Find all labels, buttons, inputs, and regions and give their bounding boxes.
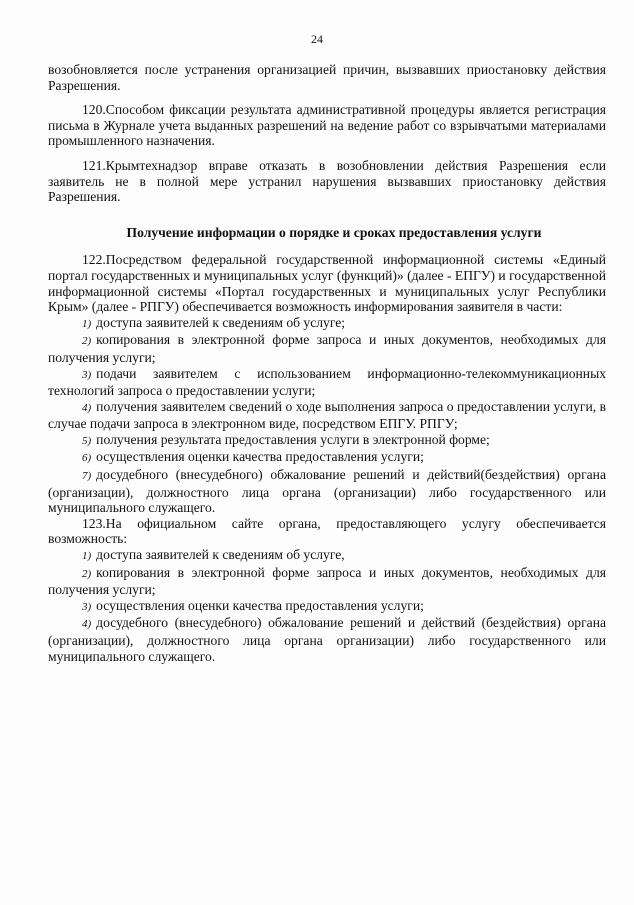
section-heading: Получение информации о порядке и сроках предоставления услуги — [126, 224, 542, 240]
list-item — [48, 565, 606, 598]
page-number: 24 — [311, 32, 323, 46]
list-item — [48, 449, 606, 467]
list-item-text: копирования в электронной форме запроса и иных документов, необходимых для получения услуги; — [48, 332, 606, 365]
paragraph-122: 122.Посредством федеральной государственной информационной системы «Единый портал государственных и муниципальных услуг (функций)» (далее - ЕПГУ) и государственной информационной системы «Портал государственных и муниципальных услуг Республики Крым» (далее - РПГУ) обеспечивается возможность информирования заявителя в части: — [48, 252, 606, 315]
list-item-text: доступа заявителей к сведениям об услуге, — [96, 547, 345, 563]
page-content — [48, 62, 606, 664]
paragraph-120: 120.Способом фиксации результата административной процедуры является регистрация письма в Журнале учета выданных разрешений на ведение работ со взрывчатыми материалами промышленного назначения. — [48, 102, 606, 149]
list-item-number: 5) — [82, 434, 92, 447]
list-item — [48, 399, 606, 432]
list-item-number: 3) — [82, 600, 92, 613]
list-item-number: 1) — [82, 317, 92, 330]
list-item — [48, 366, 606, 399]
list-item — [48, 598, 606, 616]
list-item — [48, 332, 606, 365]
list-item-number: 4) — [82, 401, 92, 414]
list-item — [48, 615, 606, 664]
list-item-number: 2) — [82, 567, 92, 580]
list-item-text: осуществления оценки качества предоставления услуги; — [96, 597, 424, 613]
list-item-text: осуществления оценки качества предоставления услуги; — [96, 449, 424, 465]
list-item-number: 4) — [82, 618, 92, 631]
list-item-text: доступа заявителей к сведениям об услуге; — [96, 314, 346, 330]
list-item-number: 1) — [82, 550, 92, 563]
list-item-text: получения результата предоставления услуги в электронной форме; — [96, 431, 490, 447]
list-item — [48, 432, 606, 450]
list-item — [48, 547, 606, 565]
list-item-number: 2) — [82, 335, 92, 348]
list-item-text: досудебного (внесудебного) обжалование решений и действий (бездействия) органа (организации), должностного лица органа организации) либо государственного или муниципального служащего. — [48, 615, 606, 664]
list-item-text: досудебного (внесудебного) обжалование решений и действий(бездействия) органа (организации), должностного лица органа (организации) либо государственного или муниципального служащего. — [48, 467, 606, 516]
list-item-text: копирования в электронной форме запроса и иных документов, необходимых для получения услуги; — [48, 564, 606, 598]
list-item — [48, 467, 606, 516]
paragraph-continuation: возобновляется после устранения организацией причин, вызвавших приостановку действия Разрешения. — [48, 62, 606, 93]
paragraph-121: 121.Крымтехнадзор вправе отказать в возобновлении действия Разрешения если заявитель не в полной мере устранил нарушения вызвавших приостановку действия Разрешения. — [48, 157, 606, 205]
list-item-text: получения заявителем сведений о ходе выполнения запроса о предоставлении услуги, в случае подачи запроса в электронном виде, посредством ЕПГУ. РПГУ; — [48, 398, 606, 432]
list-item-number: 7) — [82, 470, 92, 483]
list-item-text: подачи заявителем с использованием информационно-телекоммуникационных технологий запроса о предоставлении услуги; — [48, 365, 606, 399]
paragraph-123: 123.На официальном сайте органа, предоставляющего услугу обеспечивается возможность: — [48, 515, 606, 547]
list-item — [48, 315, 606, 333]
list-item-number: 6) — [82, 452, 92, 465]
list-item-number: 3) — [82, 368, 92, 381]
